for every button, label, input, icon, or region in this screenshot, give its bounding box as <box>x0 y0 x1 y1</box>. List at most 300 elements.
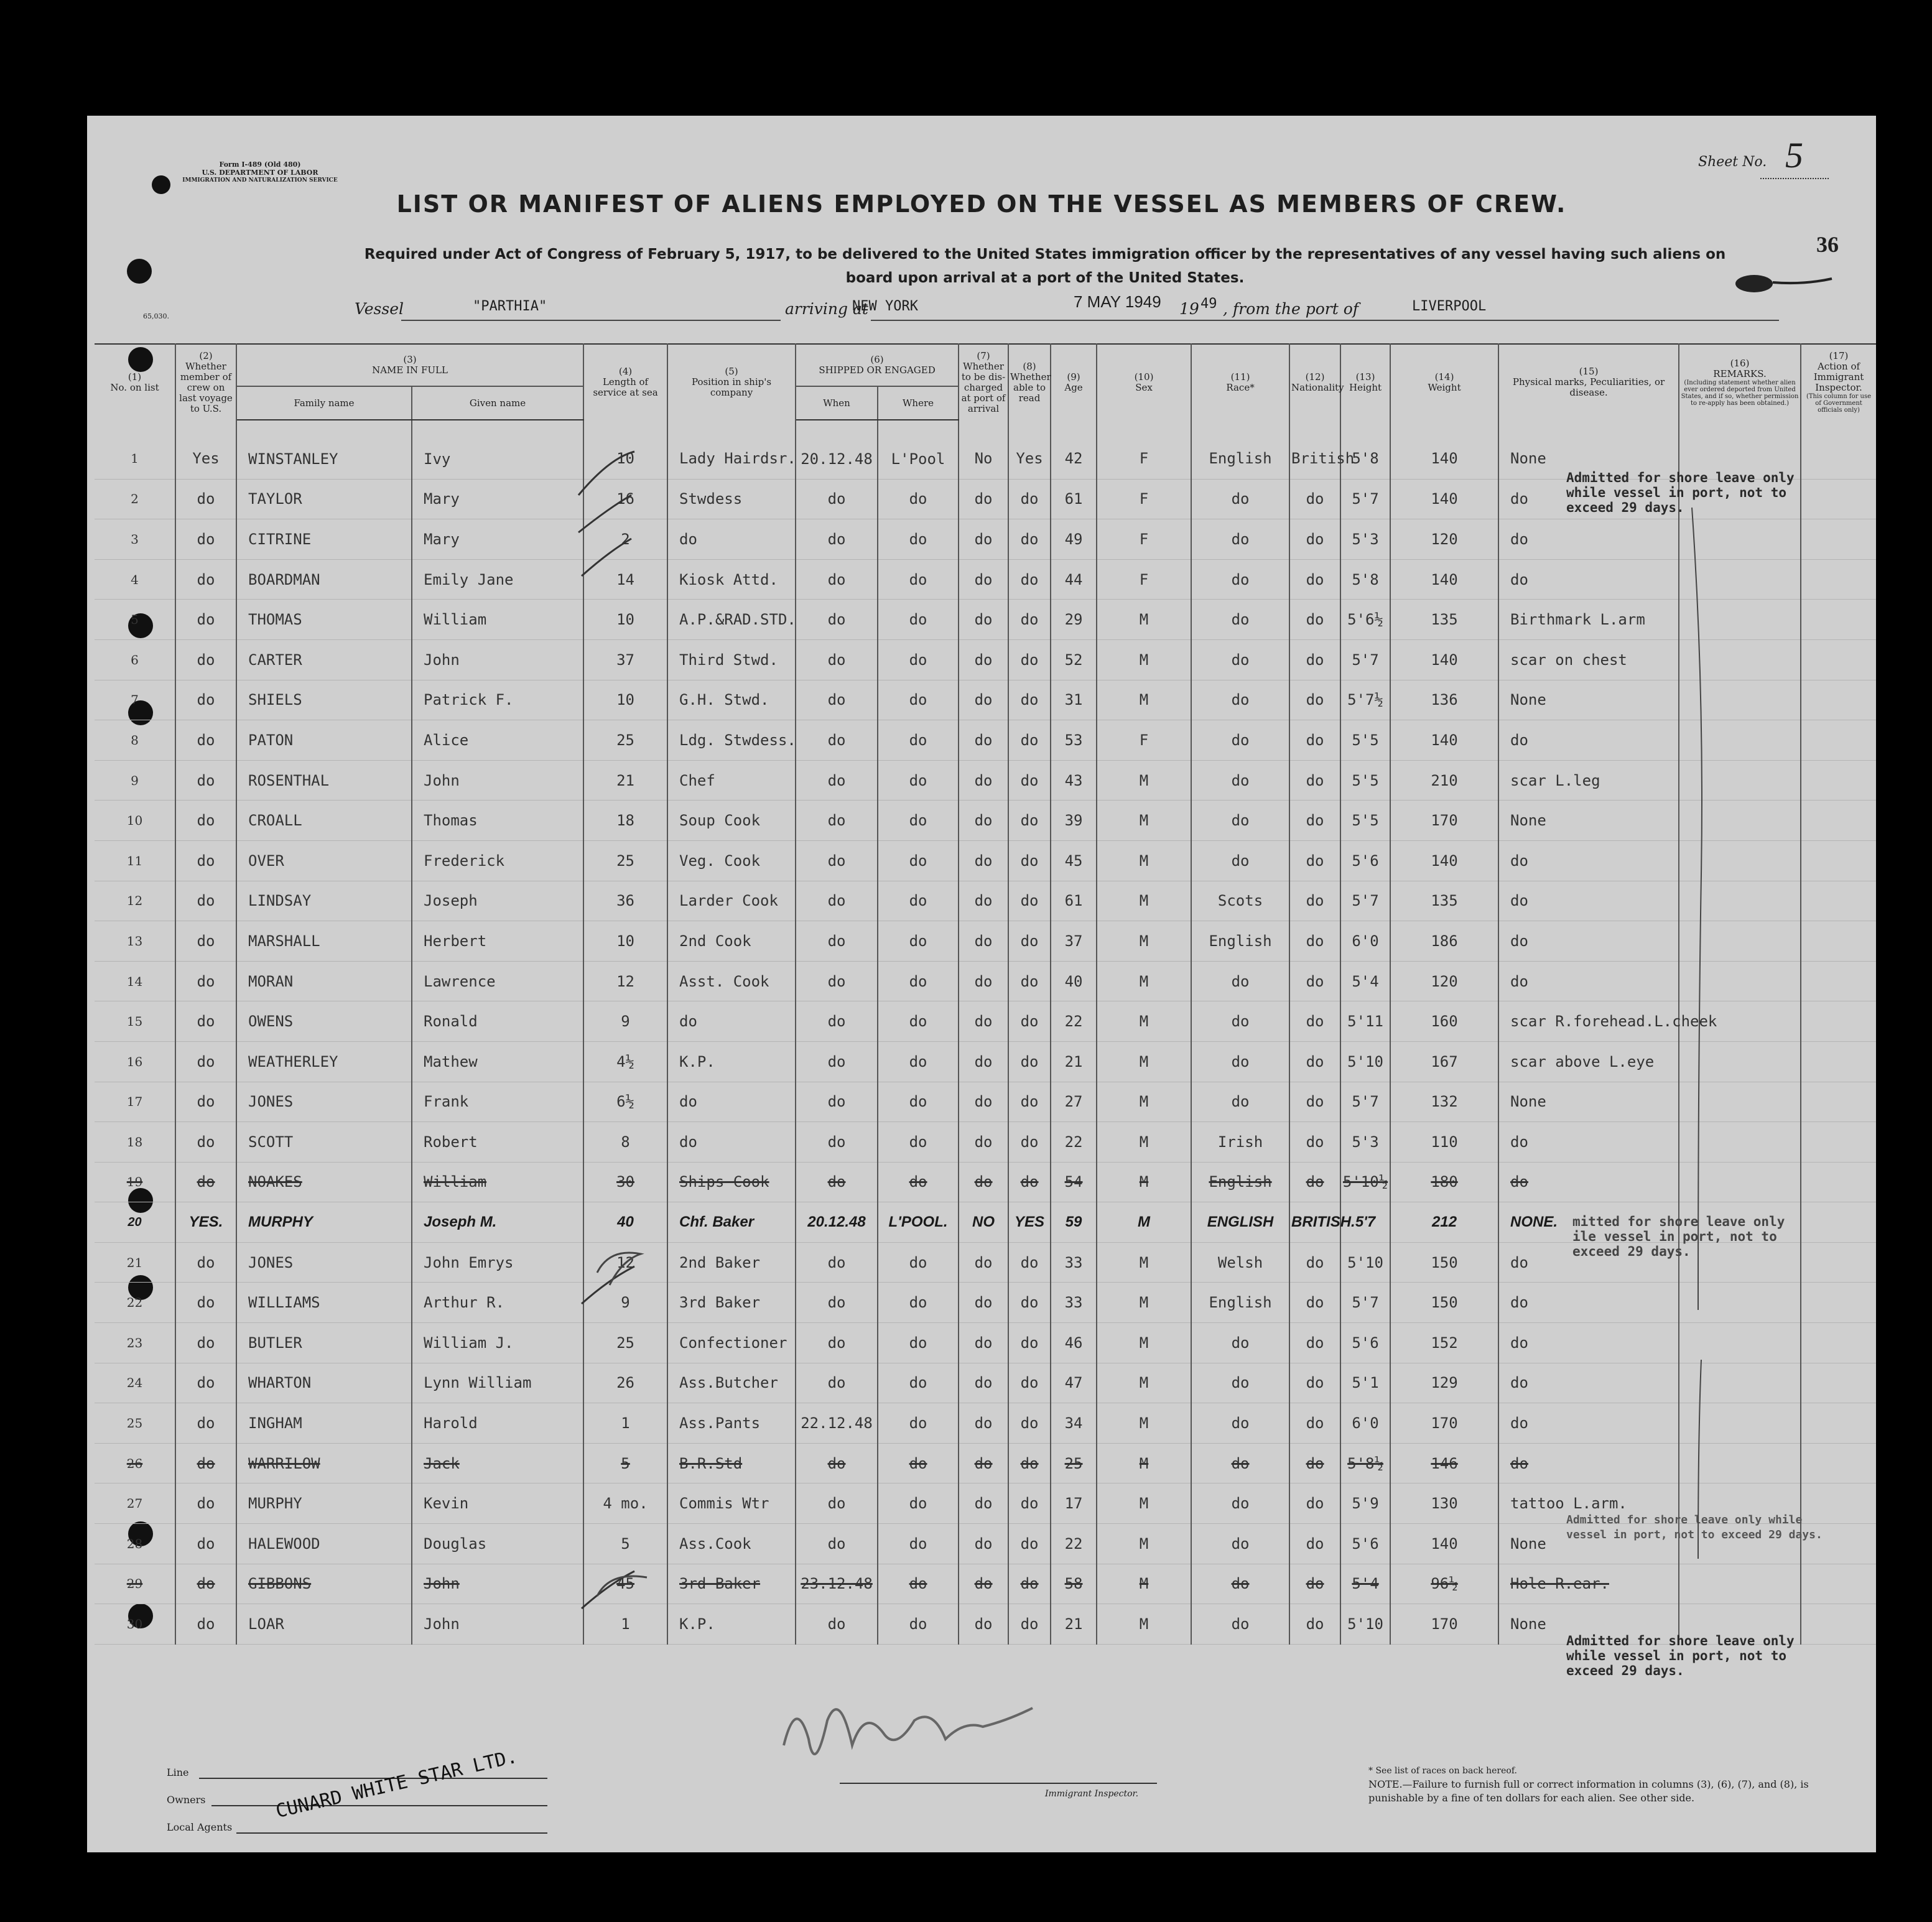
table-row <box>95 921 1876 962</box>
given-name-cell: William J. <box>412 1323 583 1363</box>
shipped-when-cell: do <box>796 1082 878 1122</box>
shipped-where-cell: do <box>878 1483 959 1524</box>
age-cell: 52 <box>1051 639 1097 680</box>
sex-cell: F <box>1097 720 1191 761</box>
family-name-cell: INGHAM <box>236 1403 412 1444</box>
shipped-where-cell: do <box>878 559 959 600</box>
shipped-when-cell: do <box>796 720 878 761</box>
age-cell: 39 <box>1051 801 1097 841</box>
nationality-cell: do <box>1289 1483 1340 1524</box>
service-length-cell: 4½ <box>583 1041 667 1082</box>
shipped-where-cell: do <box>878 639 959 680</box>
able-to-read-cell: do <box>1008 840 1051 881</box>
age-cell: 33 <box>1051 1242 1097 1283</box>
page-subtitle: Required under Act of Congress of February 5, 1917, to be delivered to the United States immigration officer by the representatives of any vessel having such aliens on board upon arrival at a port of the United States. <box>364 246 1726 286</box>
position-cell: do <box>667 1001 796 1042</box>
sex-cell: M <box>1097 840 1191 881</box>
action-cell <box>1801 1283 1876 1323</box>
discharged-cell: do <box>959 961 1008 1001</box>
col-where-header: Where <box>878 386 959 420</box>
action-cell <box>1801 1122 1876 1163</box>
action-cell <box>1801 1162 1876 1202</box>
member-last-voyage-cell: Yes <box>175 420 236 479</box>
discharged-cell: do <box>959 840 1008 881</box>
race-cell: do <box>1191 1363 1289 1403</box>
position-cell: Chf. Baker <box>667 1202 796 1243</box>
discharged-cell: do <box>959 1082 1008 1122</box>
position-cell: do <box>667 519 796 560</box>
weight-cell: 135 <box>1390 600 1498 640</box>
physical-marks-cell: do <box>1498 519 1679 560</box>
race-cell: do <box>1191 1443 1289 1483</box>
col-service-header: (4) Length of service at sea <box>583 344 667 420</box>
position-cell: K.P. <box>667 1604 796 1645</box>
row-number-cell: 11 <box>95 840 175 881</box>
nationality-cell: do <box>1289 639 1340 680</box>
race-cell: do <box>1191 1082 1289 1122</box>
family-name-cell: LINDSAY <box>236 881 412 921</box>
discharged-cell: do <box>959 1564 1008 1604</box>
action-cell <box>1801 1403 1876 1444</box>
service-length-cell: 5 <box>583 1524 667 1564</box>
member-last-voyage-cell: do <box>175 961 236 1001</box>
inspector-underline <box>840 1783 1157 1784</box>
position-cell: Stwdess <box>667 479 796 519</box>
col-age-header: (9) Age <box>1051 344 1097 420</box>
service-length-cell: 25 <box>583 1323 667 1363</box>
row-number-cell: 29 <box>95 1564 175 1604</box>
nationality-cell: British <box>1289 420 1340 479</box>
race-cell: do <box>1191 1041 1289 1082</box>
height-cell: 5'7 <box>1340 1202 1390 1243</box>
weight-cell: 150 <box>1390 1283 1498 1323</box>
age-cell: 53 <box>1051 720 1097 761</box>
owners-label: Owners <box>167 1794 206 1806</box>
col-race-header: (11) Race* <box>1191 344 1289 420</box>
service-name: IMMIGRATION AND NATURALIZATION SERVICE <box>182 177 338 183</box>
weight-cell: 212 <box>1390 1202 1498 1243</box>
race-cell: do <box>1191 559 1289 600</box>
physical-marks-cell: Hole R.ear. <box>1498 1564 1679 1604</box>
weight-cell: 210 <box>1390 760 1498 801</box>
position-cell: Lady Hairdsr. <box>667 420 796 479</box>
weight-cell: 140 <box>1390 639 1498 680</box>
weight-cell: 152 <box>1390 1323 1498 1363</box>
sex-cell: M <box>1097 600 1191 640</box>
race-cell: do <box>1191 801 1289 841</box>
service-length-cell: 36 <box>583 881 667 921</box>
member-last-voyage-cell: do <box>175 720 236 761</box>
discharged-cell: do <box>959 1403 1008 1444</box>
nationality-cell: do <box>1289 519 1340 560</box>
physical-marks-cell: do <box>1498 1363 1679 1403</box>
given-name-cell: John <box>412 760 583 801</box>
shipped-when-cell: do <box>796 1122 878 1163</box>
nationality-cell: do <box>1289 1564 1340 1604</box>
family-name-cell: JONES <box>236 1242 412 1283</box>
col-height-header: (13) Height <box>1340 344 1390 420</box>
weight-cell: 120 <box>1390 519 1498 560</box>
action-cell <box>1801 1363 1876 1403</box>
remark-shore-leave-2: mitted for shore leave only ile vessel in port, not to exceed 29 days. <box>1572 1214 1785 1259</box>
shipped-where-cell: do <box>878 1363 959 1403</box>
position-cell: Ass.Pants <box>667 1403 796 1444</box>
nationality-cell: do <box>1289 1363 1340 1403</box>
service-length-cell: 40 <box>583 1202 667 1243</box>
row-number-cell: 20 <box>95 1202 175 1243</box>
service-length-cell: 21 <box>583 760 667 801</box>
member-last-voyage-cell: do <box>175 1323 236 1363</box>
family-name-cell: MARSHALL <box>236 921 412 962</box>
table-row <box>95 881 1876 921</box>
age-cell: 47 <box>1051 1363 1097 1403</box>
physical-marks-cell: do <box>1498 1122 1679 1163</box>
row-number-cell: 19 <box>95 1162 175 1202</box>
race-cell: Scots <box>1191 881 1289 921</box>
sheet-no-underline <box>1760 178 1829 179</box>
family-name-cell: LOAR <box>236 1604 412 1645</box>
position-cell: 3rd Baker <box>667 1283 796 1323</box>
given-name-cell: Douglas <box>412 1524 583 1564</box>
row-number-cell: 4 <box>95 559 175 600</box>
shipped-when-cell: do <box>796 921 878 962</box>
race-cell: do <box>1191 961 1289 1001</box>
physical-marks-cell: do <box>1498 1283 1679 1323</box>
height-cell: 5'10 <box>1340 1041 1390 1082</box>
sex-cell: M <box>1097 1242 1191 1283</box>
able-to-read-cell: do <box>1008 1323 1051 1363</box>
height-cell: 5'8 <box>1340 420 1390 479</box>
family-name-cell: WEATHERLEY <box>236 1041 412 1082</box>
shipped-where-cell: do <box>878 1323 959 1363</box>
family-name-cell: OVER <box>236 840 412 881</box>
table-row <box>95 639 1876 680</box>
race-cell: do <box>1191 1403 1289 1444</box>
age-cell: 25 <box>1051 1443 1097 1483</box>
ink-mark <box>1723 271 1835 296</box>
family-name-cell: HALEWOOD <box>236 1524 412 1564</box>
position-cell: Commis Wtr <box>667 1483 796 1524</box>
physical-marks-cell: do <box>1498 961 1679 1001</box>
discharged-cell: do <box>959 1524 1008 1564</box>
height-cell: 5'6 <box>1340 1524 1390 1564</box>
race-cell: do <box>1191 1604 1289 1645</box>
shipped-where-cell: do <box>878 961 959 1001</box>
given-name-cell: Arthur R. <box>412 1283 583 1323</box>
member-last-voyage-cell: do <box>175 479 236 519</box>
member-last-voyage-cell: do <box>175 1443 236 1483</box>
given-name-cell: Thomas <box>412 801 583 841</box>
physical-marks-cell: do <box>1498 881 1679 921</box>
shipped-where-cell: do <box>878 680 959 720</box>
nationality-cell: do <box>1289 1604 1340 1645</box>
race-cell: do <box>1191 1323 1289 1363</box>
weight-cell: 170 <box>1390 1604 1498 1645</box>
action-cell <box>1801 1323 1876 1363</box>
member-last-voyage-cell: YES. <box>175 1202 236 1243</box>
member-last-voyage-cell: do <box>175 1162 236 1202</box>
action-cell <box>1801 801 1876 841</box>
shipped-when-cell: 23.12.48 <box>796 1564 878 1604</box>
shipped-where-cell: do <box>878 1041 959 1082</box>
member-last-voyage-cell: do <box>175 1604 236 1645</box>
position-cell: 2nd Cook <box>667 921 796 962</box>
discharged-cell: do <box>959 1363 1008 1403</box>
row-number-cell: 28 <box>95 1524 175 1564</box>
table-row <box>95 1323 1876 1363</box>
weight-cell: 110 <box>1390 1122 1498 1163</box>
position-cell: do <box>667 1122 796 1163</box>
height-cell: 5'10 <box>1340 1604 1390 1645</box>
action-cell <box>1801 1041 1876 1082</box>
race-cell: English <box>1191 921 1289 962</box>
col-physical-header: (15) Physical marks, Peculiarities, or disease. <box>1498 344 1679 420</box>
shipped-when-cell: do <box>796 519 878 560</box>
shipped-where-cell: do <box>878 1283 959 1323</box>
sex-cell: F <box>1097 519 1191 560</box>
row-number-cell: 18 <box>95 1122 175 1163</box>
discharged-cell: do <box>959 559 1008 600</box>
page-number: 36 <box>1816 232 1839 257</box>
physical-marks-cell: None <box>1498 680 1679 720</box>
weight-cell: 135 <box>1390 881 1498 921</box>
able-to-read-cell: do <box>1008 600 1051 640</box>
sheet-no-value: 5 <box>1785 135 1803 175</box>
physical-marks-cell: scar R.forehead.L.cheek <box>1498 1001 1679 1042</box>
age-cell: 22 <box>1051 1122 1097 1163</box>
age-cell: 22 <box>1051 1001 1097 1042</box>
family-name-cell: GIBBONS <box>236 1564 412 1604</box>
member-last-voyage-cell: do <box>175 1283 236 1323</box>
position-cell: 3rd Baker <box>667 1564 796 1604</box>
service-length-cell: 2 <box>583 519 667 560</box>
shipped-where-cell: do <box>878 1162 959 1202</box>
action-cell <box>1801 600 1876 640</box>
able-to-read-cell: do <box>1008 1363 1051 1403</box>
weight-cell: 160 <box>1390 1001 1498 1042</box>
table-row <box>95 961 1876 1001</box>
member-last-voyage-cell: do <box>175 921 236 962</box>
race-cell: do <box>1191 1483 1289 1524</box>
physical-marks-cell: do <box>1498 921 1679 962</box>
owner-stamp: CUNARD WHITE STAR LTD. <box>274 1745 520 1823</box>
remarks-pencil-bracket <box>1679 501 1717 1596</box>
action-cell <box>1801 1443 1876 1483</box>
shipped-where-cell: do <box>878 479 959 519</box>
discharged-cell: do <box>959 1242 1008 1283</box>
col-name-header: (3) NAME IN FULL <box>236 344 583 386</box>
sex-cell: M <box>1097 1122 1191 1163</box>
shipped-where-cell: do <box>878 600 959 640</box>
family-name-cell: OWENS <box>236 1001 412 1042</box>
height-cell: 5'10 <box>1340 1242 1390 1283</box>
row-number-cell: 21 <box>95 1242 175 1283</box>
row-number-cell: 6 <box>95 639 175 680</box>
row-number-cell: 10 <box>95 801 175 841</box>
service-length-cell: 25 <box>583 840 667 881</box>
race-cell: do <box>1191 1564 1289 1604</box>
discharged-cell: do <box>959 801 1008 841</box>
height-cell: 5'8½ <box>1340 1443 1390 1483</box>
table-row <box>95 1403 1876 1444</box>
member-last-voyage-cell: do <box>175 1483 236 1524</box>
nationality-cell: do <box>1289 559 1340 600</box>
weight-cell: 150 <box>1390 1242 1498 1283</box>
nationality-cell: do <box>1289 1122 1340 1163</box>
row-number-cell: 25 <box>95 1403 175 1444</box>
service-tally-marks <box>572 452 653 1633</box>
physical-marks-cell: do <box>1498 559 1679 600</box>
sex-cell: M <box>1097 680 1191 720</box>
discharged-cell: do <box>959 639 1008 680</box>
row-number-cell: 1 <box>95 420 175 479</box>
nationality-cell: do <box>1289 801 1340 841</box>
family-name-cell: PATON <box>236 720 412 761</box>
agents-underline <box>236 1832 547 1834</box>
discharged-cell: do <box>959 1001 1008 1042</box>
height-cell: 5'6½ <box>1340 600 1390 640</box>
able-to-read-cell: do <box>1008 1604 1051 1645</box>
shipped-when-cell: do <box>796 881 878 921</box>
col-read-header: (8) Whether able to read <box>1008 344 1051 420</box>
nationality-cell: do <box>1289 760 1340 801</box>
family-name-cell: NOAKES <box>236 1162 412 1202</box>
table-row <box>95 1162 1876 1202</box>
race-cell: Irish <box>1191 1122 1289 1163</box>
weight-cell: 96½ <box>1390 1564 1498 1604</box>
able-to-read-cell: do <box>1008 760 1051 801</box>
service-length-cell: 16 <box>583 479 667 519</box>
table-row <box>95 519 1876 560</box>
nationality-cell: do <box>1289 479 1340 519</box>
able-to-read-cell: do <box>1008 639 1051 680</box>
shipped-when-cell: do <box>796 1443 878 1483</box>
given-name-cell: Mary <box>412 519 583 560</box>
from-port-label: , from the port of <box>1223 300 1358 318</box>
shipped-when-cell: 20.12.48 <box>796 420 878 479</box>
able-to-read-cell: do <box>1008 720 1051 761</box>
col-weight-header: (14) Weight <box>1390 344 1498 420</box>
able-to-read-cell: do <box>1008 1564 1051 1604</box>
service-length-cell: 10 <box>583 680 667 720</box>
family-name-cell: WINSTANLEY <box>236 420 412 479</box>
shipped-where-cell: do <box>878 1564 959 1604</box>
discharged-cell: do <box>959 881 1008 921</box>
shipped-when-cell: do <box>796 961 878 1001</box>
height-cell: 5'3 <box>1340 1122 1390 1163</box>
member-last-voyage-cell: do <box>175 760 236 801</box>
nationality-cell: do <box>1289 961 1340 1001</box>
member-last-voyage-cell: do <box>175 1524 236 1564</box>
given-name-cell: Joseph <box>412 881 583 921</box>
family-name-cell: SCOTT <box>236 1122 412 1163</box>
service-length-cell: 9 <box>583 1283 667 1323</box>
member-last-voyage-cell: do <box>175 1564 236 1604</box>
weight-cell: 170 <box>1390 801 1498 841</box>
member-last-voyage-cell: do <box>175 559 236 600</box>
crew-rows <box>95 420 1876 1644</box>
col-given-header: Given name <box>412 386 583 420</box>
nationality-cell: BRITISH. <box>1289 1202 1340 1243</box>
height-cell: 5'4 <box>1340 961 1390 1001</box>
service-length-cell: 1 <box>583 1403 667 1444</box>
position-cell: Kiosk Attd. <box>667 559 796 600</box>
age-cell: 21 <box>1051 1041 1097 1082</box>
family-name-cell: BOARDMAN <box>236 559 412 600</box>
weight-cell: 186 <box>1390 921 1498 962</box>
height-cell: 5'5 <box>1340 720 1390 761</box>
sex-cell: F <box>1097 559 1191 600</box>
row-number-cell: 22 <box>95 1283 175 1323</box>
age-cell: 46 <box>1051 1323 1097 1363</box>
row-number-cell: 26 <box>95 1443 175 1483</box>
height-cell: 5'7 <box>1340 881 1390 921</box>
sex-cell: M <box>1097 1604 1191 1645</box>
col-no-header: (1) No. on list <box>95 344 175 420</box>
able-to-read-cell: do <box>1008 1041 1051 1082</box>
physical-marks-cell: None <box>1498 1082 1679 1122</box>
shipped-when-cell: do <box>796 559 878 600</box>
race-cell: do <box>1191 600 1289 640</box>
sex-cell: M <box>1097 881 1191 921</box>
discharged-cell: do <box>959 519 1008 560</box>
weight-cell: 140 <box>1390 840 1498 881</box>
table-row <box>95 1443 1876 1483</box>
given-name-cell: Joseph M. <box>412 1202 583 1243</box>
race-cell: do <box>1191 519 1289 560</box>
shipped-when-cell: 22.12.48 <box>796 1403 878 1444</box>
height-cell: 5'5 <box>1340 760 1390 801</box>
age-cell: 33 <box>1051 1283 1097 1323</box>
given-name-cell: John Emrys <box>412 1242 583 1283</box>
weight-cell: 170 <box>1390 1403 1498 1444</box>
shipped-where-cell: do <box>878 760 959 801</box>
row-number-cell: 5 <box>95 600 175 640</box>
able-to-read-cell: do <box>1008 801 1051 841</box>
table-row <box>95 1283 1876 1323</box>
given-name-cell: John <box>412 1564 583 1604</box>
discharged-cell: do <box>959 1604 1008 1645</box>
action-cell <box>1801 921 1876 962</box>
page-title: LIST OR MANIFEST OF ALIENS EMPLOYED ON THE VESSEL AS MEMBERS OF CREW. <box>396 190 1567 218</box>
action-cell <box>1801 680 1876 720</box>
col-sex-header: (10) Sex <box>1097 344 1191 420</box>
weight-cell: 132 <box>1390 1082 1498 1122</box>
nationality-cell: do <box>1289 840 1340 881</box>
shipped-when-cell: do <box>796 479 878 519</box>
shipped-when-cell: do <box>796 680 878 720</box>
discharged-cell: do <box>959 600 1008 640</box>
shipped-when-cell: do <box>796 1604 878 1645</box>
action-cell <box>1801 1564 1876 1604</box>
nationality-cell: do <box>1289 1242 1340 1283</box>
sex-cell: M <box>1097 639 1191 680</box>
action-cell <box>1801 760 1876 801</box>
shipped-where-cell: do <box>878 1524 959 1564</box>
nationality-cell: do <box>1289 600 1340 640</box>
given-name-cell: Ronald <box>412 1001 583 1042</box>
shipped-when-cell: do <box>796 1162 878 1202</box>
race-cell: do <box>1191 720 1289 761</box>
position-cell: A.P.&RAD.STD. <box>667 600 796 640</box>
given-name-cell: Frederick <box>412 840 583 881</box>
action-cell <box>1801 1202 1876 1243</box>
family-name-cell: SHIELS <box>236 680 412 720</box>
age-cell: 37 <box>1051 921 1097 962</box>
shipped-where-cell: do <box>878 1403 959 1444</box>
table-row <box>95 600 1876 640</box>
given-name-cell: Frank <box>412 1082 583 1122</box>
